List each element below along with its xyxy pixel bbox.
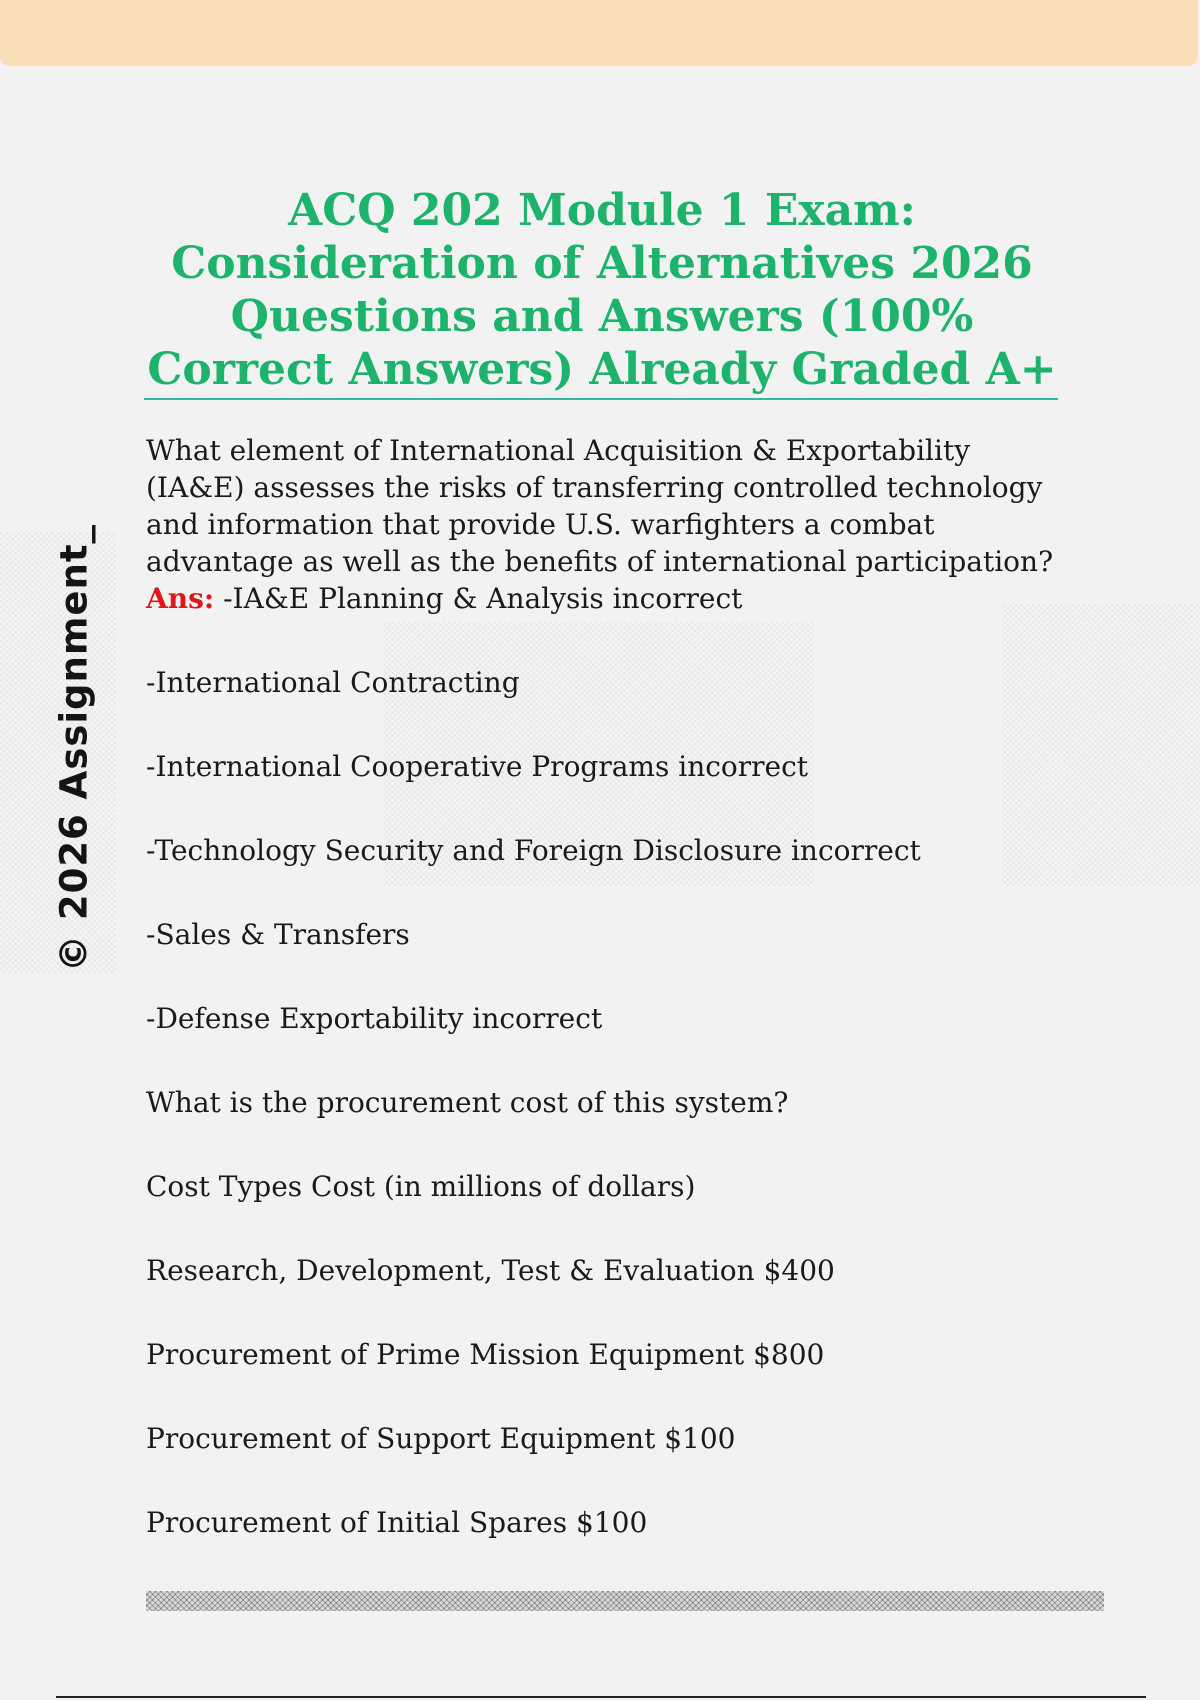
answer-label: Ans:: [146, 582, 215, 615]
answer-option: -International Cooperative Programs incorrect: [146, 750, 809, 783]
blurred-content-bar: [146, 1591, 1104, 1611]
cost-table-header: Cost Types Cost (in millions of dollars): [146, 1170, 696, 1203]
answer-option: -Sales & Transfers: [146, 918, 410, 951]
page-bottom-rule: [56, 1696, 1146, 1698]
title-divider: [144, 398, 1058, 400]
answer-first-option: -IA&E Planning & Analysis incorrect: [223, 582, 743, 615]
answer-option: -Technology Security and Foreign Disclosure incorrect: [146, 834, 921, 867]
document-title: ACQ 202 Module 1 Exam: Consideration of Alternatives 2026 Questions and Answers (100% Correct Answers) Already Graded A+: [147, 185, 1057, 395]
cost-row: Procurement of Support Equipment $100: [146, 1422, 736, 1455]
question-text: What is the procurement cost of this system?: [146, 1086, 789, 1119]
question-text: What element of International Acquisition & Exportability (IA&E) assesses the risks of transferring controlled technology and information that provide U.S. warfighters a combat advantage as well as the benefits of international participation?: [146, 434, 1054, 578]
copyright-watermark: © 2026 Assignment_: [52, 523, 96, 973]
cost-row: Procurement of Prime Mission Equipment $800: [146, 1338, 825, 1371]
question-block: [146, 432, 1058, 617]
top-banner: [0, 0, 1198, 66]
answer-option: -International Contracting: [146, 666, 520, 699]
answer-option: -Defense Exportability incorrect: [146, 1002, 603, 1035]
document-body: [146, 432, 1058, 1541]
cost-row: Procurement of Initial Spares $100: [146, 1506, 648, 1539]
cost-row: Research, Development, Test & Evaluation $400: [146, 1254, 835, 1287]
